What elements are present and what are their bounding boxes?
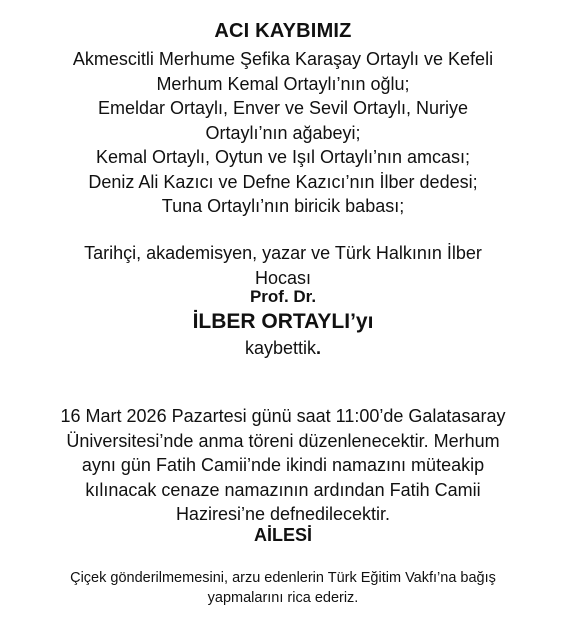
footnote-line: yapmalarını rica ederiz. — [207, 590, 359, 606]
family-line: Deniz Ali Kazıcı ve Defne Kazıcı’nın İlber dedesi; — [88, 171, 478, 192]
footnote-line: Çiçek gönderilmemesini, arzu edenlerin Türk Eğitim Vakfı’na bağış — [70, 570, 496, 586]
academic-title: Prof. Dr. — [249, 287, 317, 306]
family-line: Akmescitli Merhume Şefika Karaşay Ortaylı ve Kefeli — [72, 49, 494, 69]
family-line: Kemal Ortaylı, Oytun ve Işıl Ortaylı’nın amcası; — [95, 147, 471, 167]
loss-period: . — [316, 338, 322, 358]
ceremony-details — [0, 404, 566, 527]
family-line: Ortaylı’nın ağabeyi; — [205, 122, 361, 143]
notice-title: ACI KAYBIMIZ — [214, 20, 352, 42]
intro-line: Hocası — [254, 267, 312, 288]
family-line: Emeldar Ortaylı, Enver ve Sevil Ortaylı, Nuriye — [97, 98, 469, 118]
deceased-description — [0, 241, 566, 290]
ceremony-line: kılınacak cenaze namazının ardından Fatih Camii — [85, 479, 481, 500]
loss-statement — [0, 338, 566, 359]
intro-line: Tarihçi, akademisyen, yazar ve Türk Halkının İlber — [84, 243, 482, 263]
flower-donation-note — [0, 568, 566, 608]
family-line: Merhum Kemal Ortaylı’nın oğlu; — [156, 73, 410, 94]
ceremony-line: aynı gün Fatih Camii’nde ikindi namazını müteakip — [81, 455, 485, 475]
loss-text: kaybettik — [244, 338, 317, 358]
family-relations — [0, 47, 566, 219]
ceremony-line: 16 Mart 2026 Pazartesi günü saat 11:00’de Galatasaray — [60, 406, 506, 426]
family-line: Tuna Ortaylı’nın biricik babası; — [161, 196, 405, 216]
deceased-name: İLBER ORTAYLI’yı — [192, 310, 374, 333]
signature: AİLESİ — [253, 525, 312, 545]
ceremony-line: Haziresi’ne defnedilecektir. — [175, 504, 391, 524]
ceremony-line: Üniversitesi’nde anma töreni düzenlenecektir. Merhum — [66, 430, 500, 451]
